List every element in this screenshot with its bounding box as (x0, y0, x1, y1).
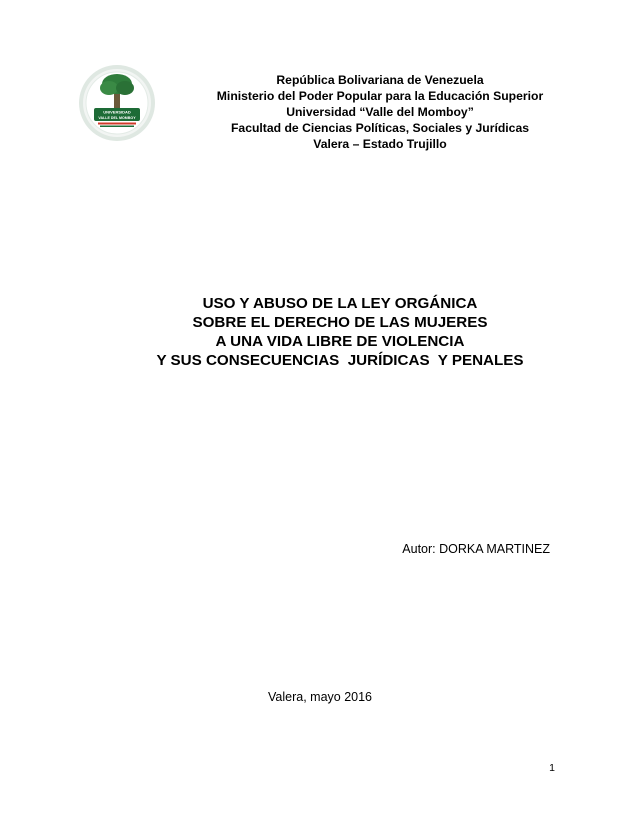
university-logo (78, 64, 156, 142)
svg-text:VALLE DEL MOMBOY: VALLE DEL MOMBOY (98, 116, 136, 120)
header-university: Universidad “Valle del Momboy” (286, 105, 474, 119)
place-date: Valera, mayo 2016 (268, 690, 372, 704)
institution-header (190, 72, 570, 152)
document-title (100, 294, 580, 370)
header-country: República Bolivariana de Venezuela (276, 73, 484, 87)
svg-text:UNIVERSIDAD: UNIVERSIDAD (103, 109, 131, 115)
page-number: 1 (549, 762, 555, 774)
title-line-1: USO Y ABUSO DE LA LEY ORGÁNICA (202, 295, 478, 312)
header-location: Valera – Estado Trujillo (313, 137, 447, 151)
title-line-2: SOBRE EL DERECHO DE LAS MUJERES (192, 314, 488, 331)
university-seal-icon (78, 64, 156, 142)
author-line: Autor: DORKA MARTINEZ (402, 542, 550, 556)
header-faculty: Facultad de Ciencias Políticas, Sociales y Jurídicas (230, 121, 530, 135)
header-ministry: Ministerio del Poder Popular para la Educación Superior (216, 89, 544, 103)
title-line-4: Y SUS CONSECUENCIAS JURÍDICAS Y PENALES (156, 352, 524, 369)
title-line-3: A UNA VIDA LIBRE DE VIOLENCIA (215, 333, 465, 350)
